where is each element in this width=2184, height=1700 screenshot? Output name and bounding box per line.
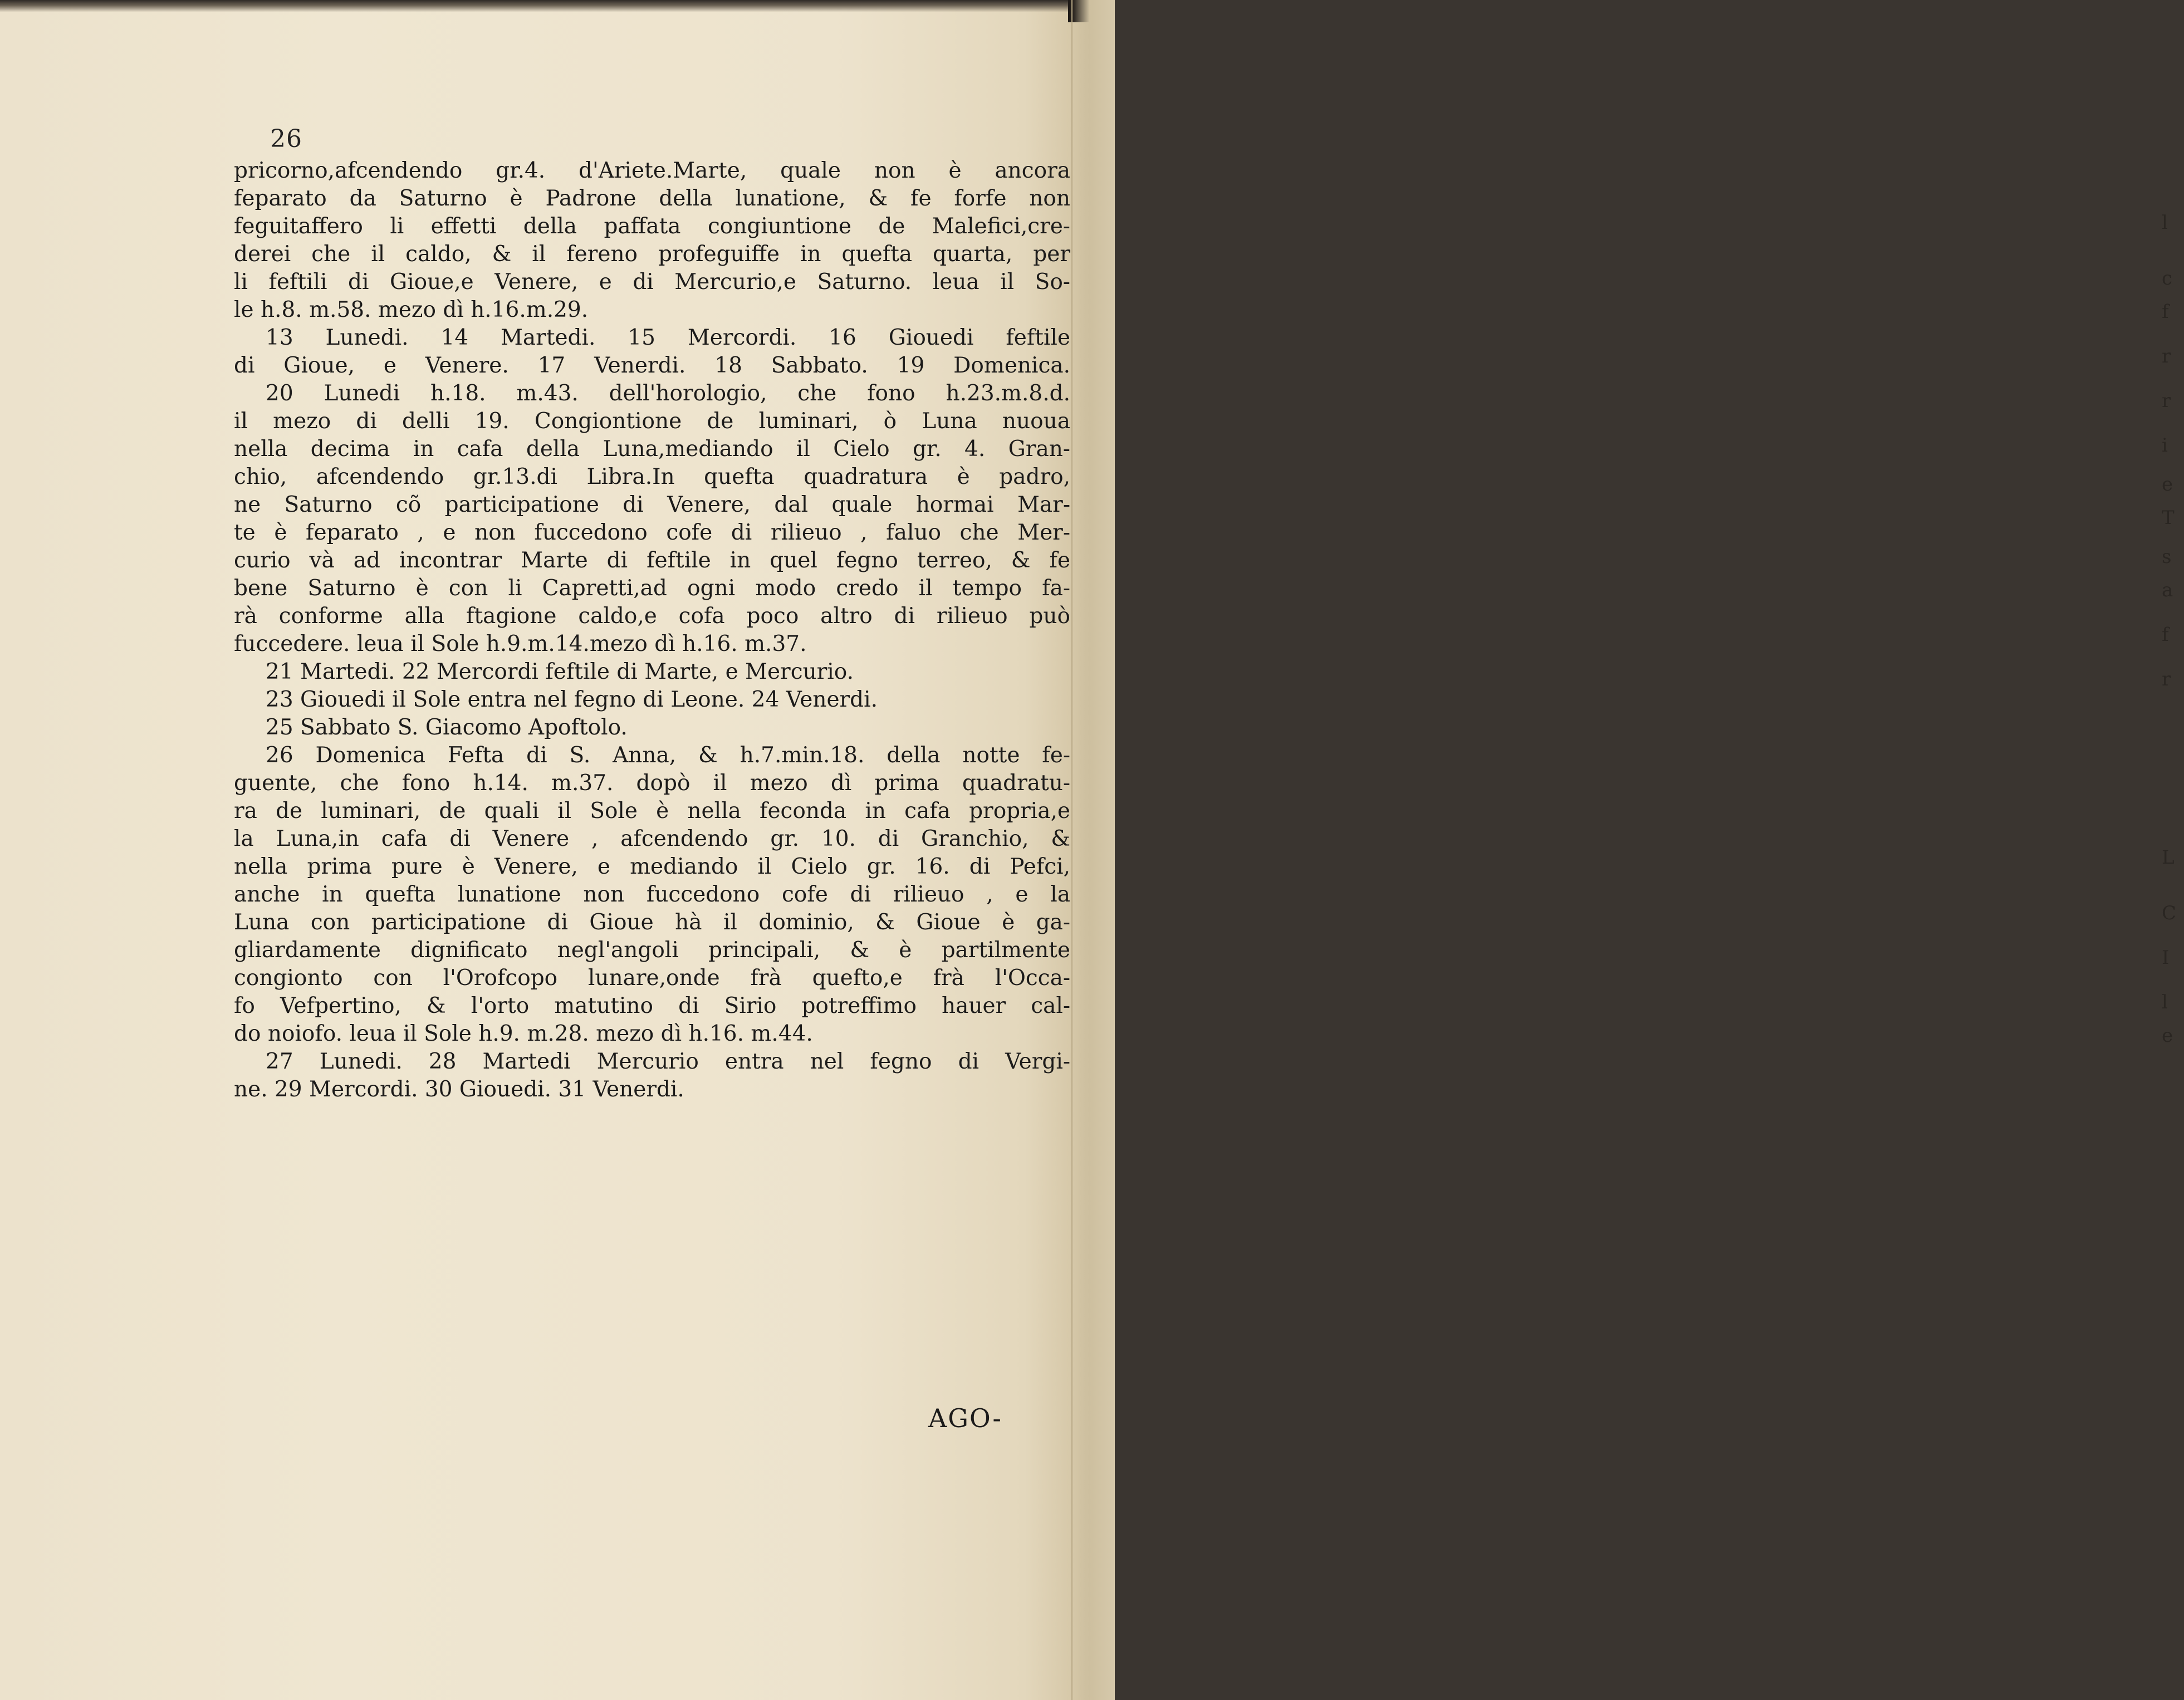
facing-page-fragment: r: [2162, 390, 2171, 412]
page-number: 26: [270, 125, 302, 153]
text-line: 13 Lunedi. 14 Martedi. 15 Mercordi. 16 Giouedi feftile: [266, 325, 1070, 350]
facing-page-fragment: T: [2162, 507, 2175, 529]
text-line: le h.8. m.58. mezo dì h.16.m.29.: [234, 297, 589, 322]
text-line: te è feparato , e non fuccedono cofe di rilieuo , faluo che Mer-: [234, 520, 1070, 545]
facing-page-fragment: I: [2162, 947, 2170, 969]
text-line: Luna con participatione di Gioue hà il dominio, & Gioue è ga-: [234, 910, 1070, 935]
text-line: curio và ad incontrar Marte di feftile in quel fegno terreo, & fe: [234, 548, 1070, 573]
text-line: 21 Martedi. 22 Mercordi feftile di Marte, e Mercurio.: [266, 659, 854, 684]
text-line: ne. 29 Mercordi. 30 Giouedi. 31 Venerdi.: [234, 1077, 684, 1102]
facing-page-fragment: s: [2162, 546, 2172, 568]
text-line: feparato da Saturno è Padrone della lunatione, & fe forfe non: [234, 186, 1070, 211]
text-line: 25 Sabbato S. Giacomo Apoftolo.: [266, 715, 628, 740]
text-line: di Gioue, e Venere. 17 Venerdi. 18 Sabbato. 19 Domenica.: [234, 353, 1070, 378]
text-line: do noiofo. leua il Sole h.9. m.28. mezo dì h.16. m.44.: [234, 1021, 813, 1046]
text-line: chio, afcendendo gr.13.di Libra.In quefta quadratura è padro,: [234, 464, 1070, 489]
facing-page-fragment: r: [2162, 345, 2171, 368]
text-line: bene Saturno è con li Capretti,ad ogni modo credo il tempo fa-: [234, 576, 1070, 601]
text-line: rà conforme alla ftagione caldo,e cofa poco altro di rilieuo può: [234, 604, 1070, 629]
text-line: 27 Lunedi. 28 Martedi Mercurio entra nel fegno di Vergi-: [266, 1049, 1070, 1074]
text-line: fo Vefpertino, & l'orto matutino di Sirio potreffimo hauer cal-: [234, 993, 1070, 1018]
text-line: 20 Lunedi h.18. m.43. dell'horologio, che fono h.23.m.8.d.: [266, 381, 1070, 406]
facing-page-fragment: l: [2162, 991, 2168, 1013]
text-line: li feftili di Gioue,e Venere, e di Mercurio,e Saturno. leua il So-: [234, 270, 1070, 295]
text-line: ra de luminari, de quali il Sole è nella feconda in cafa propria,e: [234, 798, 1070, 824]
facing-page-fragment: f: [2162, 624, 2169, 646]
facing-page-fragment: c: [2162, 267, 2173, 290]
facing-page-fragment: l: [2162, 212, 2168, 234]
text-line: feguitaffero li effetti della paffata congiuntione de Malefici,cre-: [234, 214, 1070, 239]
text-line: 23 Giouedi il Sole entra nel fegno di Leone. 24 Venerdi.: [266, 687, 878, 712]
facing-page-fragment: r: [2162, 668, 2171, 690]
text-line: la Luna,in cafa di Venere , afcendendo gr. 10. di Granchio, &: [234, 826, 1070, 851]
text-line: pricorno,afcendendo gr.4. d'Ariete.Marte, quale non è ancora: [234, 158, 1070, 183]
facing-page-edge: [1071, 0, 2177, 1700]
text-line: derei che il caldo, & il fereno profeguiffe in quefta quarta, per: [234, 242, 1070, 267]
text-line: nella decima in cafa della Luna,mediando il Cielo gr. 4. Gran-: [234, 437, 1070, 462]
facing-page-fragment: e: [2162, 473, 2173, 496]
catchword: AGO-: [928, 1403, 1002, 1433]
facing-page-fragment: f: [2162, 301, 2169, 323]
text-line: congionto con l'Orofcopo lunare,onde frà quefto,e frà l'Occa-: [234, 966, 1070, 991]
text-line: nella prima pure è Venere, e mediando il Cielo gr. 16. di Pefci,: [234, 854, 1070, 879]
top-scan-shadow: [0, 0, 1114, 12]
facing-page-fragment: e: [2162, 1025, 2173, 1047]
facing-page-fragment: a: [2162, 579, 2173, 601]
text-line: gliardamente dignificato negl'angoli principali, & è partilmente: [234, 938, 1070, 963]
text-line: 26 Domenica Fefta di S. Anna, & h.7.min.18. della notte fe-: [266, 743, 1070, 768]
facing-page-fragment: C: [2162, 902, 2177, 924]
body-text: [234, 157, 1070, 1104]
facing-page-fragment: i: [2162, 434, 2168, 457]
text-line: fuccedere. leua il Sole h.9.m.14.mezo dì h.16. m.37.: [234, 631, 807, 657]
text-line: anche in quefta lunatione non fuccedono cofe di rilieuo , e la: [234, 882, 1070, 907]
text-line: guente, che fono h.14. m.37. dopò il mezo dì prima quadratu-: [234, 771, 1070, 796]
facing-page-fragment: L: [2162, 846, 2175, 869]
text-line: ne Saturno cõ participatione di Venere, dal quale hormai Mar-: [234, 492, 1070, 517]
text-line: il mezo di delli 19. Congiontione de luminari, ò Luna nuoua: [234, 409, 1070, 434]
